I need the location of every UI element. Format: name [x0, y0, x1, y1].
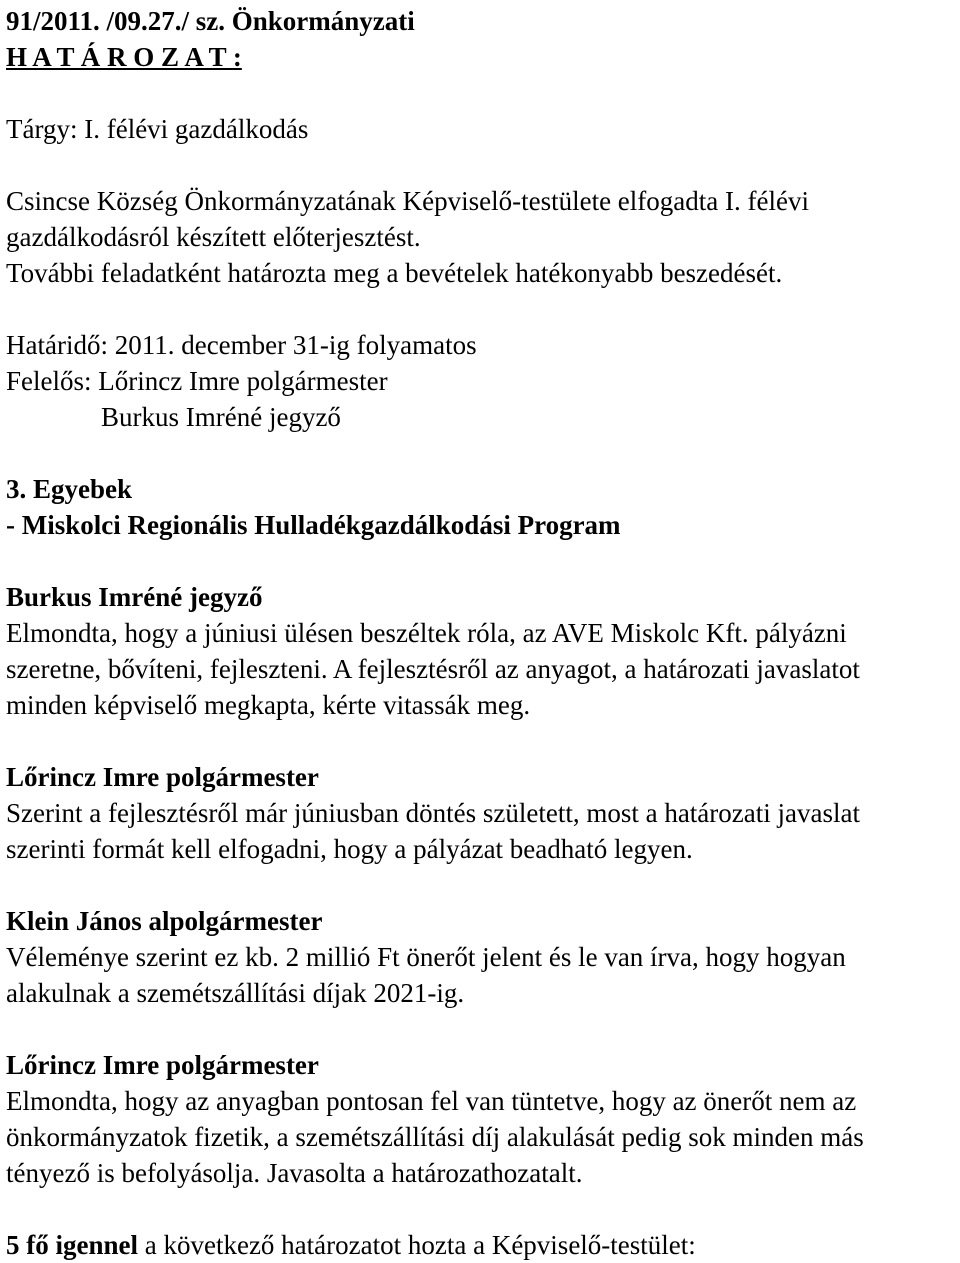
vote-count: 5 fő igennel	[6, 1230, 138, 1260]
speaker-name: Klein János alpolgármester	[6, 906, 323, 936]
responsible-line-2: Burkus Imréné jegyző	[101, 402, 341, 432]
responsible-line: Felelős: Lőrincz Imre polgármester	[6, 366, 388, 396]
speech-line: szerinti formát kell elfogadni, hogy a pályázat beadható legyen.	[6, 834, 693, 864]
spacer	[6, 543, 956, 579]
speech-line: Véleménye szerint ez kb. 2 millió Ft önerőt jelent és le van írva, hogy hogyan	[6, 942, 846, 972]
section-subtitle: - Miskolci Regionális Hulladékgazdálkodási Program	[6, 510, 621, 540]
resolution-number: 91/2011. /09.27./ sz. Önkormányzati	[6, 6, 415, 36]
spacer	[6, 1191, 956, 1227]
spacer	[6, 723, 956, 759]
vote-text: a következő határozatot hozta a Képviselő-testület:	[138, 1230, 696, 1260]
speaker-name: Lőrincz Imre polgármester	[6, 762, 319, 792]
speech-line: Elmondta, hogy az anyagban pontosan fel van tüntetve, hogy az önerőt nem az	[6, 1086, 857, 1116]
resolution-heading: H A T Á R O Z A T :	[6, 42, 242, 72]
spacer	[6, 147, 956, 183]
speech-line: tényező is befolyásolja. Javasolta a határozathozatalt.	[6, 1158, 583, 1188]
spacer	[6, 291, 956, 327]
speech-line: alakulnak a szemétszállítási díjak 2021-ig.	[6, 978, 465, 1008]
document-page	[6, 3, 956, 1263]
spacer	[6, 75, 956, 111]
speech-line: Elmondta, hogy a júniusi ülésen beszéltek róla, az AVE Miskolc Kft. pályázni	[6, 618, 847, 648]
spacer	[6, 1011, 956, 1047]
speech-line: szeretne, bővíteni, fejleszteni. A fejlesztésről az anyagot, a határozati javaslatot	[6, 654, 860, 684]
subject-line: Tárgy: I. félévi gazdálkodás	[6, 114, 309, 144]
decision-line: Csincse Község Önkormányzatának Képviselő-testülete elfogadta I. félévi	[6, 186, 809, 216]
speech-line: Szerint a fejlesztésről már júniusban döntés született, most a határozati javaslat	[6, 798, 860, 828]
spacer	[6, 435, 956, 471]
decision-line: További feladatként határozta meg a bevételek hatékonyabb beszedését.	[6, 258, 783, 288]
speech-line: minden képviselő megkapta, kérte vitassák meg.	[6, 690, 531, 720]
speech-line: önkormányzatok fizetik, a szemétszállítási díj alakulását pedig sok minden más	[6, 1122, 864, 1152]
vote-line	[6, 1227, 956, 1263]
speaker-name: Lőrincz Imre polgármester	[6, 1050, 319, 1080]
spacer	[6, 867, 956, 903]
decision-line: gazdálkodásról készített előterjesztést.	[6, 222, 421, 252]
section-title: 3. Egyebek	[6, 474, 133, 504]
speaker-name: Burkus Imréné jegyző	[6, 582, 263, 612]
deadline-line: Határidő: 2011. december 31-ig folyamatos	[6, 330, 477, 360]
